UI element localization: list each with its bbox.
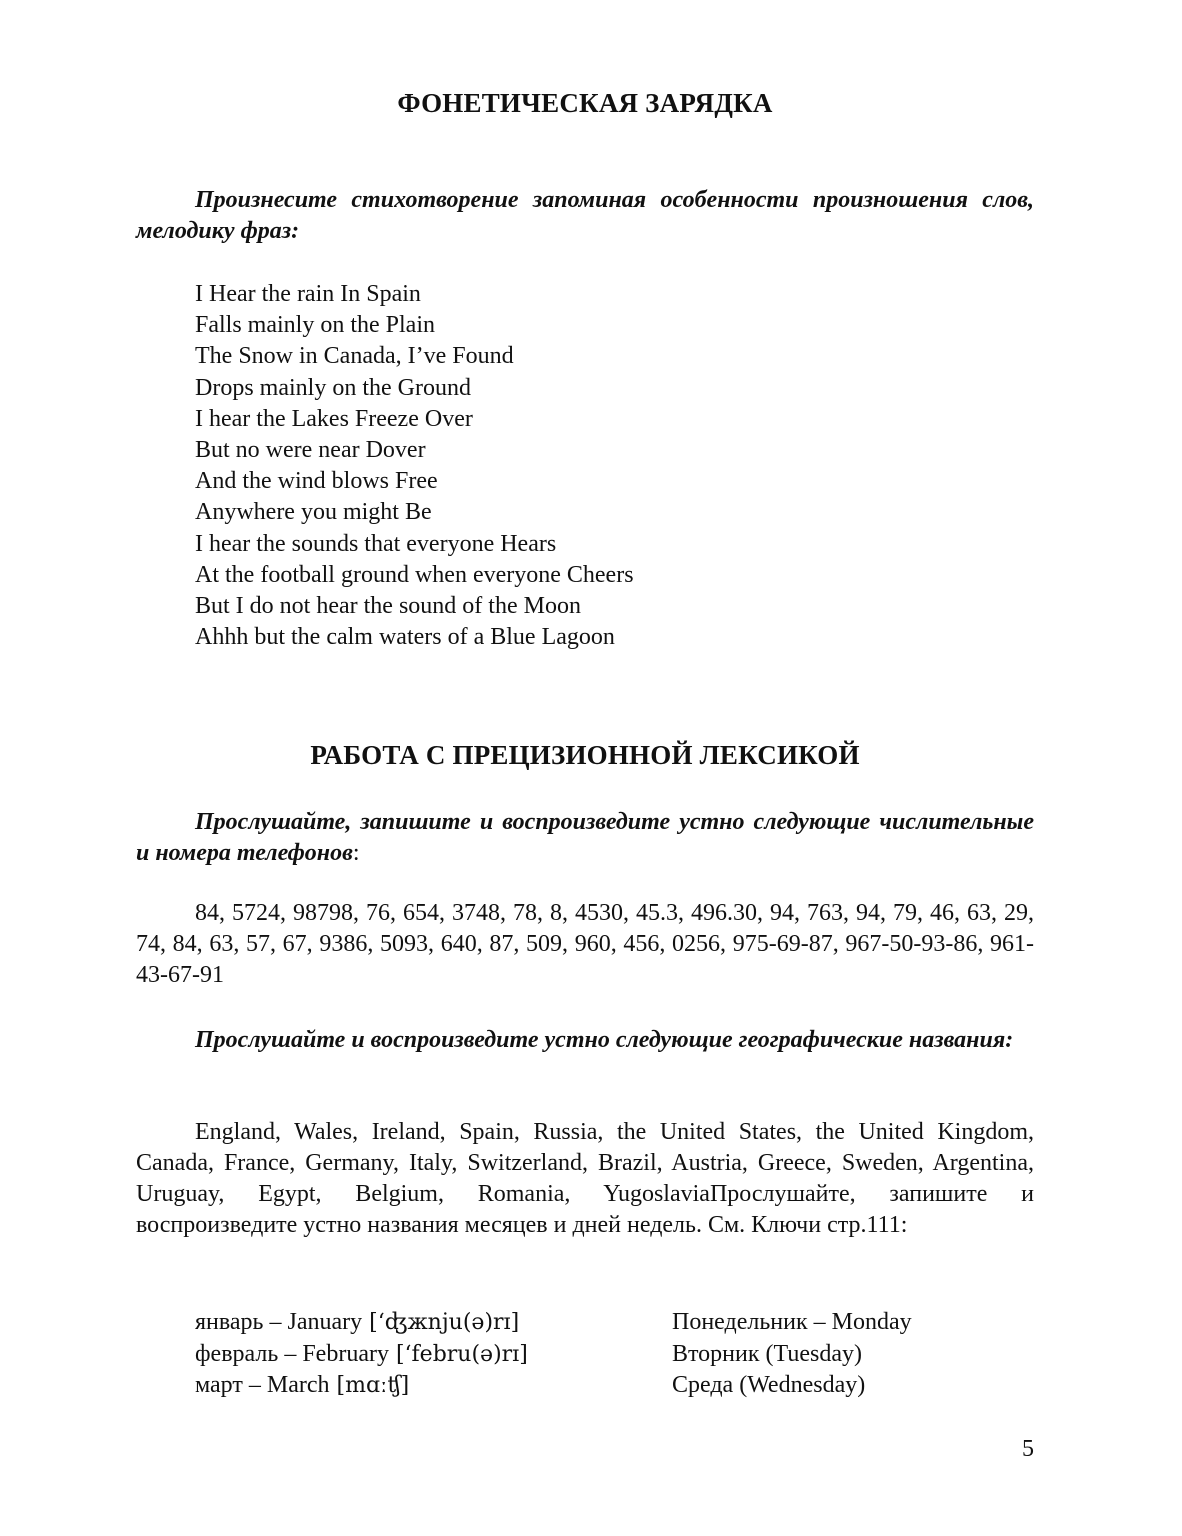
months-list	[195, 1307, 635, 1402]
poem-line: Drops mainly on the Ground	[195, 374, 471, 401]
day-item: Вторник (Tuesday)	[672, 1340, 862, 1367]
instruction-geography: Прослушайте и воспроизведите устно следующие географические названия:	[195, 1027, 1014, 1053]
month-ru: март	[195, 1372, 243, 1398]
month-item	[195, 1370, 635, 1402]
month-transcription: [mɑːʧ]	[329, 1373, 410, 1398]
places-list: England, Wales, Ireland, Spain, Russia, the United States, the United Kingdom, Canada, France, Germany, Italy, Switzerland, Brazil, Austria, Greece, Sweden, Argentina, Uruguay, Egypt, Belgium, Romania, YugoslaviaПрослушайте, запишите и воспроизведите устно названия месяцев и дней недель. См. Ключи стр.111:	[136, 1119, 1034, 1238]
month-sep: –	[278, 1340, 303, 1367]
month-transcription: [‘ʤжnju(ə)rɪ]	[362, 1310, 520, 1335]
poem-line: I hear the sounds that everyone Hears	[195, 530, 557, 557]
poem-line: I Hear the rain In Spain	[195, 281, 421, 307]
month-en: March	[266, 1372, 330, 1398]
numbers-list: 84, 5724, 98798, 76, 654, 3748, 78, 8, 4530, 45.3, 496.30, 94, 763, 94, 79, 46, 63, 29, 74, 84, 63, 57, 67, 9386, 5093, 640, 87, 509, 960, 456, 0256, 975-69-87, 967-50-93-86, 961-43-67-91	[136, 900, 1034, 988]
poem-line: Ahhh but the calm waters of a Blue Lagoon	[195, 624, 615, 651]
days-list	[672, 1307, 1032, 1402]
day-item: Среда (Wednesday)	[672, 1372, 866, 1398]
instruction-numbers	[136, 807, 1034, 869]
poem-line: Anywhere you might Be	[195, 499, 432, 526]
month-sep: –	[242, 1372, 267, 1398]
poem-line: I hear the Lakes Freeze Over	[195, 405, 473, 432]
instruction-poem: Произнесите стихотворение запоминая особенности произношения слов, мелодику фраз:	[136, 187, 1034, 244]
month-ru: январь	[195, 1309, 264, 1335]
month-ru: февраль	[195, 1340, 279, 1367]
poem-line: At the football ground when everyone Cheers	[195, 561, 634, 588]
section-title-lexicon: РАБОТА С ПРЕЦИЗИОННОЙ ЛЕКСИКОЙ	[310, 740, 860, 770]
poem-line: The Snow in Canada, I’ve Found	[195, 343, 514, 370]
section-title-phonetic: ФОНЕТИЧЕСКАЯ ЗАРЯДКА	[397, 88, 773, 118]
month-en: January	[287, 1309, 363, 1335]
month-transcription: [‘febru(ə)rɪ]	[388, 1341, 528, 1367]
month-item	[195, 1307, 635, 1339]
month-sep: –	[263, 1309, 288, 1335]
poem-line: But I do not hear the sound of the Moon	[195, 593, 581, 620]
instruction-numbers-colon: :	[352, 840, 360, 866]
poem-line: But no were near Dover	[195, 437, 426, 464]
poem-line: And the wind blows Free	[195, 468, 438, 495]
month-en: February	[302, 1340, 389, 1367]
page-number: 5	[1022, 1436, 1034, 1462]
poem	[195, 279, 895, 653]
poem-line: Falls mainly on the Plain	[195, 312, 435, 339]
day-item: Понедельник – Monday	[672, 1309, 912, 1335]
month-item	[195, 1339, 635, 1371]
instruction-numbers-text: Прослушайте, запишите и воспроизведите устно следующие числительные и номера телефонов	[136, 809, 1034, 866]
